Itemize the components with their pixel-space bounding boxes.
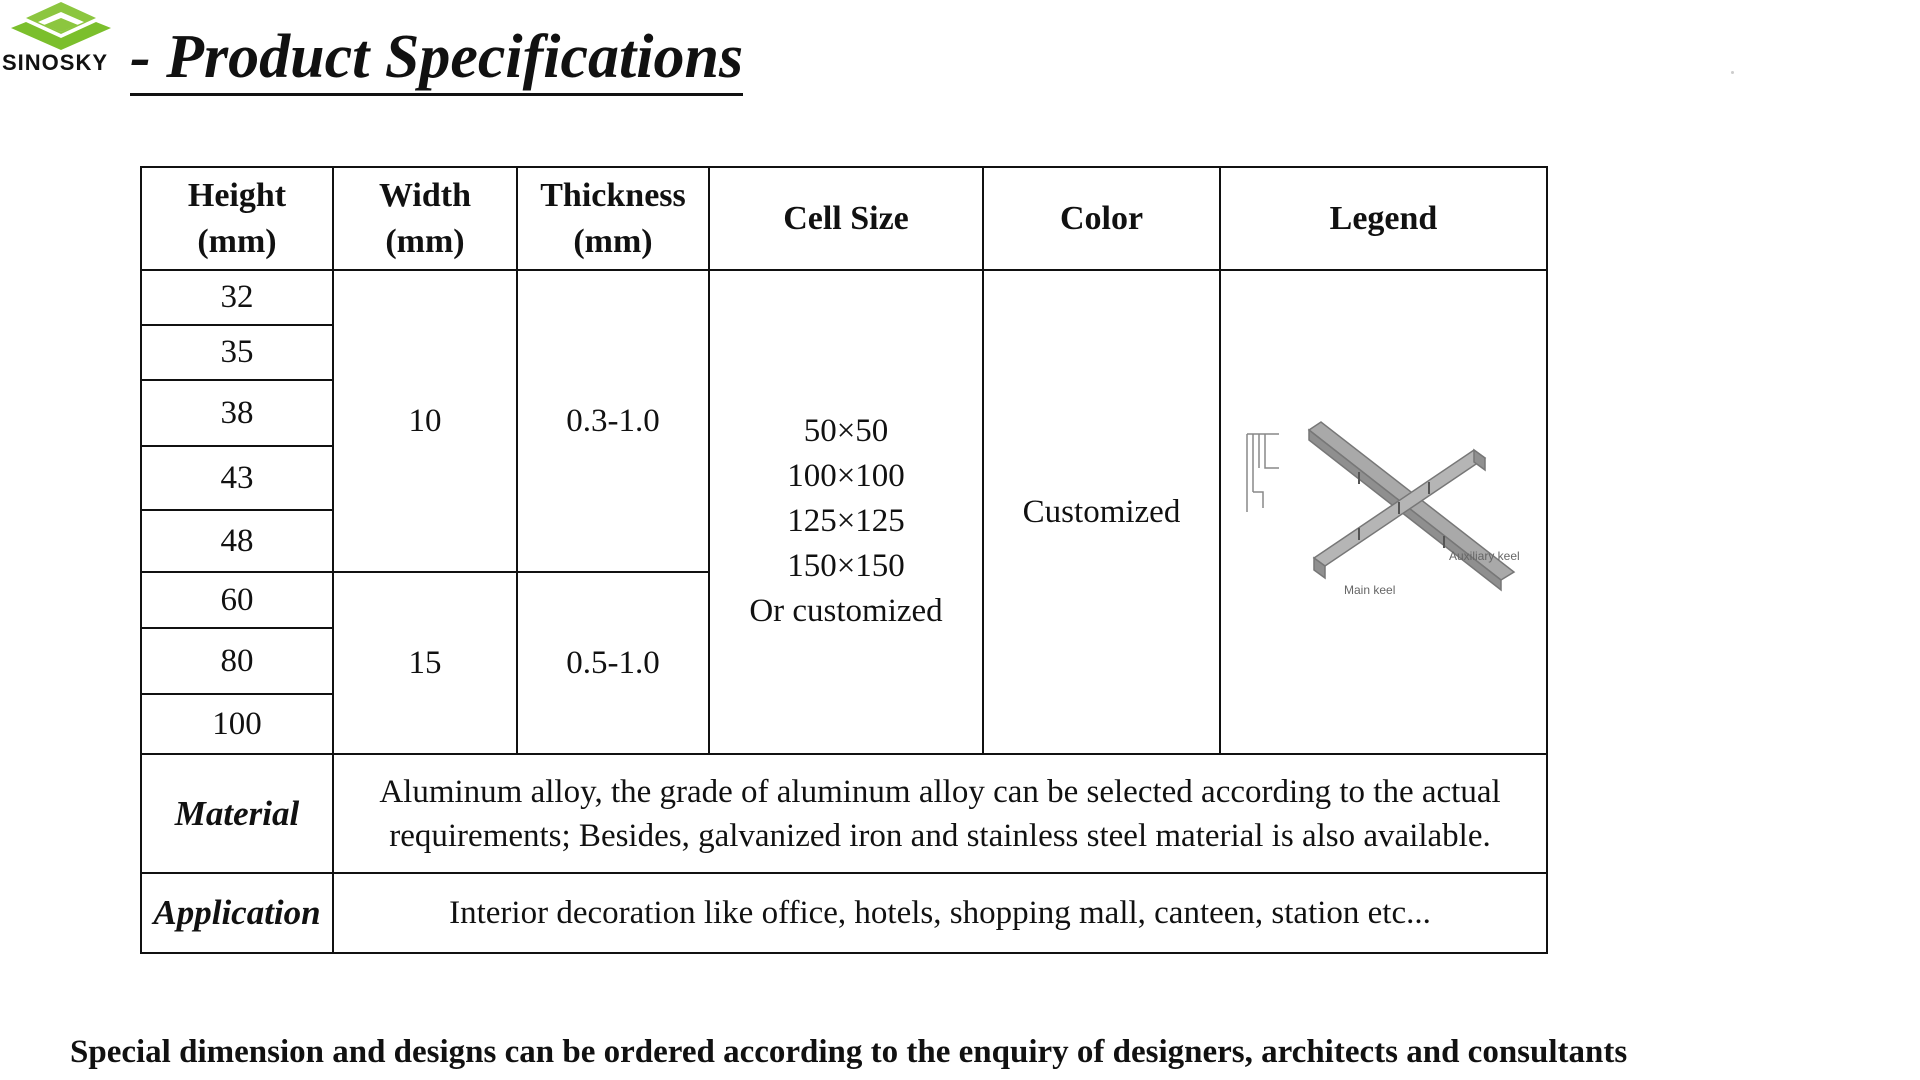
height-cell: 32: [141, 270, 333, 325]
spec-table: [140, 166, 1548, 954]
material-text: Aluminum alloy, the grade of aluminum alloy can be selected according to the actual requirements; Besides, galvanized iron and stainless steel material is also available.: [333, 754, 1547, 873]
brand-logo: [0, 0, 130, 80]
page-title: - Product Specifications: [130, 22, 743, 92]
decorative-dot: [1731, 71, 1734, 74]
material-label: Material: [141, 754, 333, 873]
logo-icon: [6, 0, 116, 52]
height-cell: 35: [141, 325, 333, 380]
width-cell: 15: [333, 572, 517, 754]
brand-name: SINOSKY: [2, 50, 109, 75]
cell-size-item: 100×100: [787, 457, 905, 494]
cell-size-item: Or customized: [749, 592, 943, 629]
header-thickness: Thickness (mm): [517, 167, 709, 270]
header-cell-size: Cell Size: [709, 167, 983, 270]
cell-size-item: 50×50: [803, 412, 889, 449]
header-color: Color: [983, 167, 1220, 270]
header-height: Height (mm): [141, 167, 333, 270]
application-text: Interior decoration like office, hotels, shopping mall, canteen, station etc...: [333, 873, 1547, 953]
application-row: [141, 873, 1547, 953]
legend-cell: [1220, 270, 1547, 754]
height-cell: 100: [141, 694, 333, 754]
height-cell: 38: [141, 380, 333, 446]
footer-note: Special dimension and designs can be ordered according to the enquiry of designers, architects and consultants: [70, 1034, 1628, 1070]
keel-legend-icon: [1229, 412, 1539, 612]
thickness-cell: 0.3-1.0: [517, 270, 709, 572]
cell-size-list: [709, 270, 983, 754]
color-cell: Customized: [983, 270, 1220, 754]
application-label: Application: [141, 873, 333, 953]
height-cell: 80: [141, 628, 333, 694]
header-width: Width (mm): [333, 167, 517, 270]
material-row: [141, 754, 1547, 873]
height-cell: 43: [141, 446, 333, 510]
height-cell: 48: [141, 510, 333, 572]
table-row: [141, 270, 1547, 325]
width-cell: 10: [333, 270, 517, 572]
thickness-cell: 0.5-1.0: [517, 572, 709, 754]
legend-label-auxiliary: Auxiliary keel: [1448, 549, 1520, 563]
legend-label-main: Main keel: [1343, 583, 1395, 597]
header-legend: Legend: [1220, 167, 1547, 270]
height-cell: 60: [141, 572, 333, 628]
table-header-row: [141, 167, 1547, 270]
cell-size-item: 150×150: [787, 547, 905, 584]
cell-size-item: 125×125: [787, 502, 905, 539]
